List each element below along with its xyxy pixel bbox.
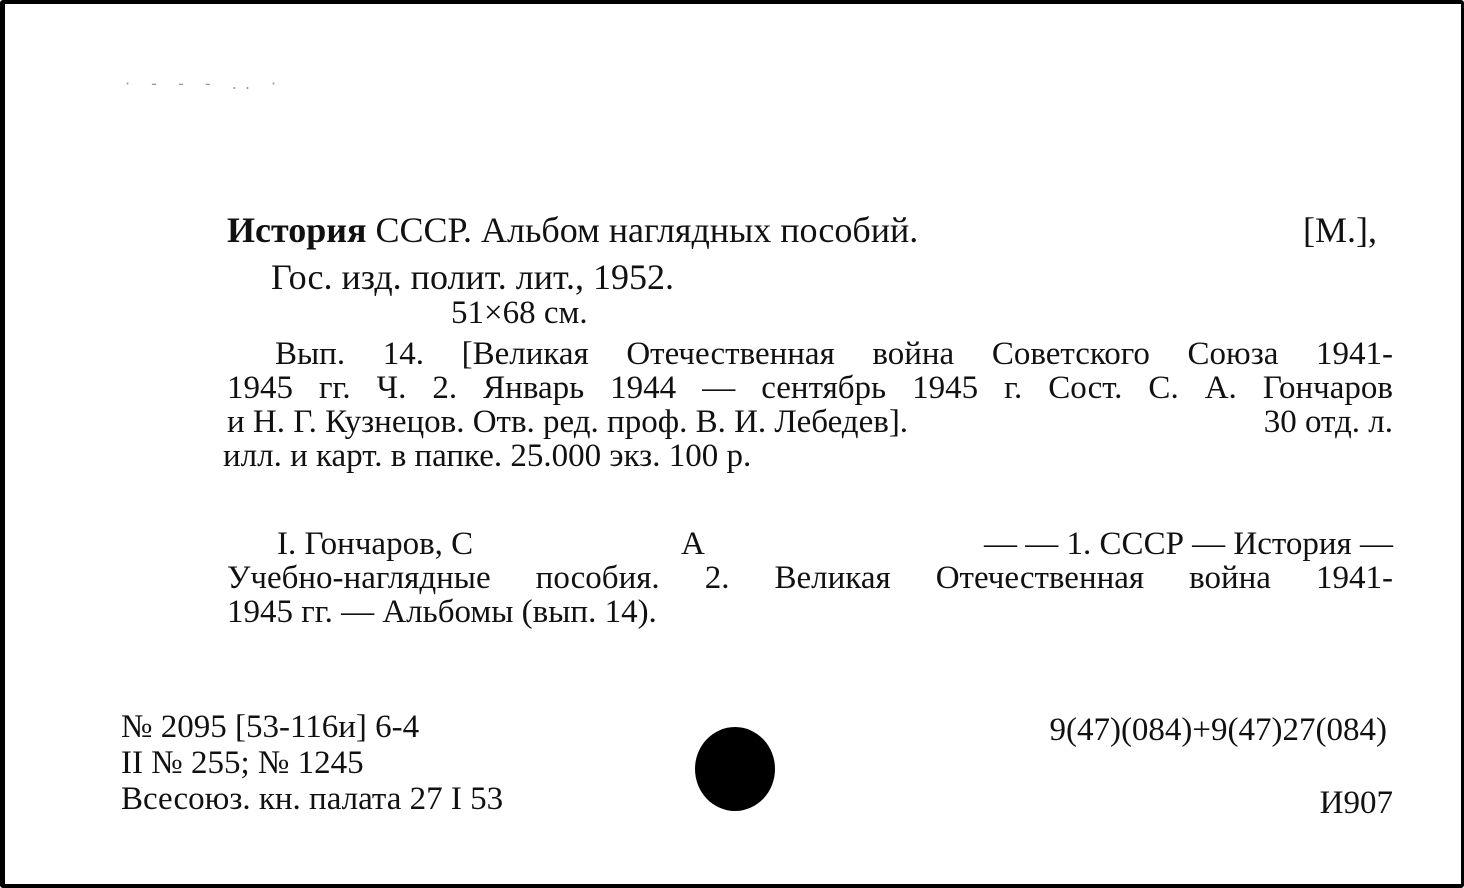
- card-punch-hole: [695, 727, 775, 811]
- title-line: [227, 212, 918, 248]
- title-text: СССР. Альбом наглядных пособий.: [375, 210, 919, 250]
- issue-line-1: Вып. 14. [Великая Отечественная война Советского Союза 1941-: [275, 336, 1393, 372]
- tracing-line-1-author: I. Гончаров, С: [277, 526, 474, 562]
- issue-line-4: илл. и карт. в папке. 25.000 экз. 100 р.: [223, 438, 752, 474]
- footer-left-line-3: Всесоюз. кн. палата 27 I 53: [121, 781, 504, 817]
- footer-left-line-2: II № 255; № 1245: [121, 745, 364, 781]
- tracing-line-3: 1945 гг. — Альбомы (вып. 14).: [227, 594, 657, 630]
- tracing-line-2: Учебно-наглядные пособия. 2. Великая Отечественная война 1941-: [227, 560, 1393, 596]
- publisher-line: Гос. изд. полит. лит., 1952.: [271, 257, 674, 297]
- classification-index: 9(47)(084)+9(47)27(084): [1049, 712, 1387, 748]
- tracing-line-1-initial: А: [681, 526, 705, 562]
- issue-line-2: 1945 гг. Ч. 2. Январь 1944 — сентябрь 1945 г. Сост. С. А. Гончаров: [227, 370, 1393, 406]
- sheet-count: 30 отд. л.: [1263, 404, 1393, 440]
- publication-place: [M.],: [1303, 210, 1377, 250]
- issue-line-3: и Н. Г. Кузнецов. Отв. ред. проф. В. И. Лебедев].: [227, 404, 909, 440]
- size-line: 51×68 см.: [451, 295, 588, 331]
- title-heading-word: История: [227, 210, 367, 250]
- shelf-mark: И907: [1319, 785, 1393, 821]
- tracing-line-1-subject: — — 1. СССР — История —: [984, 526, 1393, 562]
- faded-marks: · - - - .. ·: [125, 74, 285, 93]
- footer-left-line-1: № 2095 [53-116и] 6-4: [121, 709, 420, 745]
